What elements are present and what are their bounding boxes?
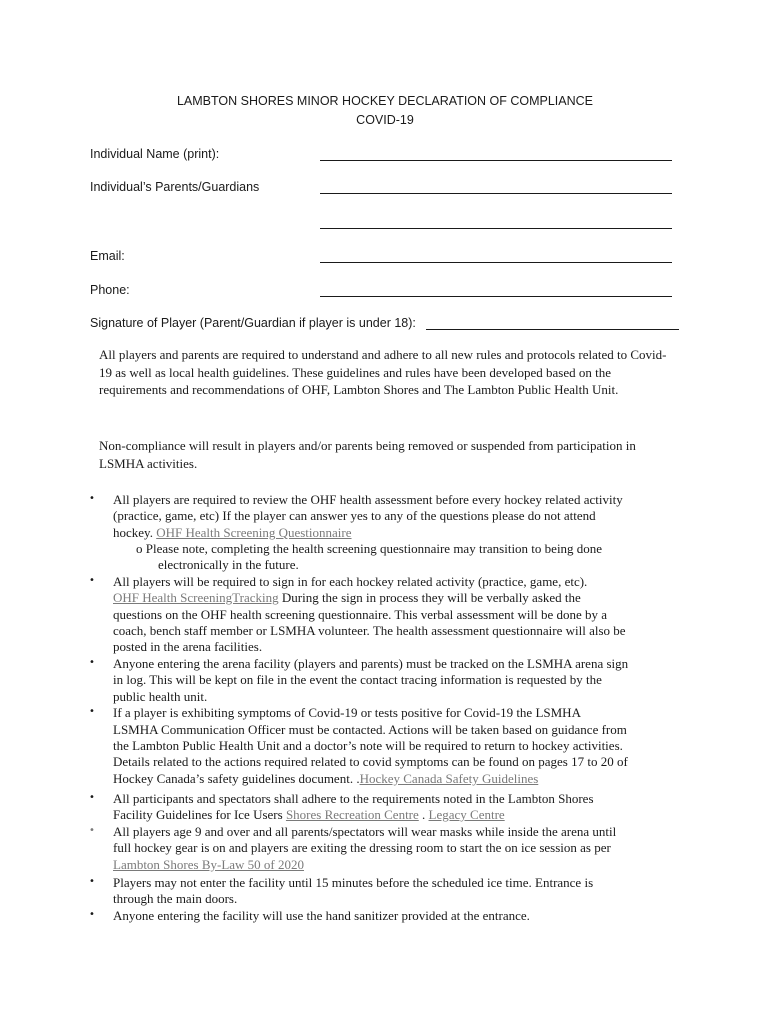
bullet-1-line — [113, 525, 352, 541]
bullet-marker: • — [89, 493, 95, 504]
bullet-2-text: During the sign in process they will be verbally asked the — [278, 590, 581, 605]
bullet-4-line — [113, 771, 538, 787]
name-field[interactable] — [320, 160, 672, 161]
name-label: Individual Name (print): — [90, 147, 220, 161]
bullet-6-line: All players age 9 and over and all parents/spectators will wear masks while inside the arena until — [113, 824, 617, 839]
bullet-8-line: Anyone entering the facility will use the hand sanitizer provided at the entrance. — [113, 908, 530, 923]
sub-bullet-text: Please note, completing the health screening questionnaire may transition to being done — [145, 541, 603, 556]
bullet-4-line: LSMHA Communication Officer must be contacted. Actions will be taken based on guidance from — [113, 722, 627, 737]
phone-field[interactable] — [320, 296, 672, 297]
parents-field-1[interactable] — [320, 193, 672, 194]
bullet-3-line: public health unit. — [113, 689, 208, 704]
signature-field[interactable] — [426, 329, 679, 330]
link-separator: . — [418, 807, 429, 822]
bullet-4-line: If a player is exhibiting symptoms of Covid-19 or tests positive for Covid-19 the LSMHA — [113, 705, 581, 720]
bullet-7-line: Players may not enter the facility until 15 minutes before the scheduled ice time. Entrance is — [113, 875, 594, 890]
legacy-centre-link[interactable]: Legacy Centre — [428, 807, 505, 822]
document-subtitle: COVID-19 — [356, 113, 414, 127]
bylaw-link[interactable]: Lambton Shores By-Law 50 of 2020 — [113, 857, 305, 872]
bullet-marker: • — [89, 876, 95, 887]
parents-field-2[interactable] — [320, 228, 672, 229]
email-label: Email: — [90, 249, 125, 263]
bullet-2-line: posted in the arena facilities. — [113, 639, 263, 654]
sub-bullet-line — [136, 541, 602, 557]
non-compliance-paragraph: Non-compliance will result in players and/or parents being removed or suspended from participation in LSMHA activities. — [99, 438, 636, 471]
bullet-2-line — [113, 590, 581, 606]
bullet-marker: • — [89, 657, 95, 668]
document-title: LAMBTON SHORES MINOR HOCKEY DECLARATION OF COMPLIANCE — [176, 94, 594, 108]
hockey-canada-guidelines-link[interactable]: Hockey Canada Safety Guidelines — [359, 771, 539, 786]
bullet-4-line: Details related to the actions required related to covid symptoms can be found on pages 17 to 20 of — [113, 754, 628, 769]
bullet-5-line — [113, 807, 505, 823]
intro-paragraph: All players and parents are required to understand and adhere to all new rules and protocols related to Covid-19 as well as local health guidelines. These guidelines and rules have been developed based on the requirements and recommendations of OHF, Lambton Shores and The Lambton Public Health Unit. — [99, 347, 667, 397]
bullet-4-text: Hockey Canada’s safety guidelines document. . — [113, 771, 360, 786]
bullet-marker: • — [89, 575, 95, 586]
shores-recreation-centre-link[interactable]: Shores Recreation Centre — [285, 807, 419, 822]
bullet-1-line: All players are required to review the OHF health assessment before every hockey related activity — [113, 492, 623, 507]
bullet-marker: • — [89, 792, 95, 803]
signature-label: Signature of Player (Parent/Guardian if player is under 18): — [90, 316, 416, 330]
bullet-marker: • — [89, 706, 95, 717]
bullet-7-line: through the main doors. — [113, 891, 238, 906]
bullet-1-text: hockey. — [113, 525, 157, 540]
parents-label: Individual’s Parents/Guardians — [90, 180, 260, 194]
bullet-2-line: All players will be required to sign in for each hockey related activity (practice, game, etc). — [113, 574, 588, 589]
bullet-3-line: Anyone entering the arena facility (players and parents) must be tracked on the LSMHA arena sign — [113, 656, 629, 671]
bullet-5-text: Facility Guidelines for Ice Users — [113, 807, 286, 822]
sub-bullet-marker: o — [136, 541, 143, 556]
bullet-marker: • — [89, 825, 95, 836]
ohf-screening-tracking-link[interactable]: OHF Health ScreeningTracking — [113, 590, 279, 605]
bullet-3-line: in log. This will be kept on file in the event the contact tracing information is requested by the — [113, 672, 602, 687]
bullet-6-line — [113, 857, 304, 873]
bullet-2-line: questions on the OHF health screening questionnaire. This verbal assessment will be done by a — [113, 607, 608, 622]
ohf-health-screening-link[interactable]: OHF Health Screening Questionnaire — [156, 525, 352, 540]
bullet-5-line: All participants and spectators shall adhere to the requirements noted in the Lambton Shores — [113, 791, 594, 806]
bullet-6-line: full hockey gear is on and players are exiting the dressing room to start the on ice session as per — [113, 840, 611, 855]
bullet-2-line: coach, bench staff member or LSMHA volunteer. The health assessment questionnaire will also be — [113, 623, 626, 638]
bullet-marker: • — [89, 909, 95, 920]
sub-bullet-line: electronically in the future. — [158, 557, 299, 572]
email-field[interactable] — [320, 262, 672, 263]
phone-label: Phone: — [90, 283, 130, 297]
bullet-4-line: the Lambton Public Health Unit and a doctor’s note will be required to return to hockey activities. — [113, 738, 623, 753]
bullet-1-line: (practice, game, etc) If the player can answer yes to any of the questions please do not attend — [113, 508, 596, 523]
